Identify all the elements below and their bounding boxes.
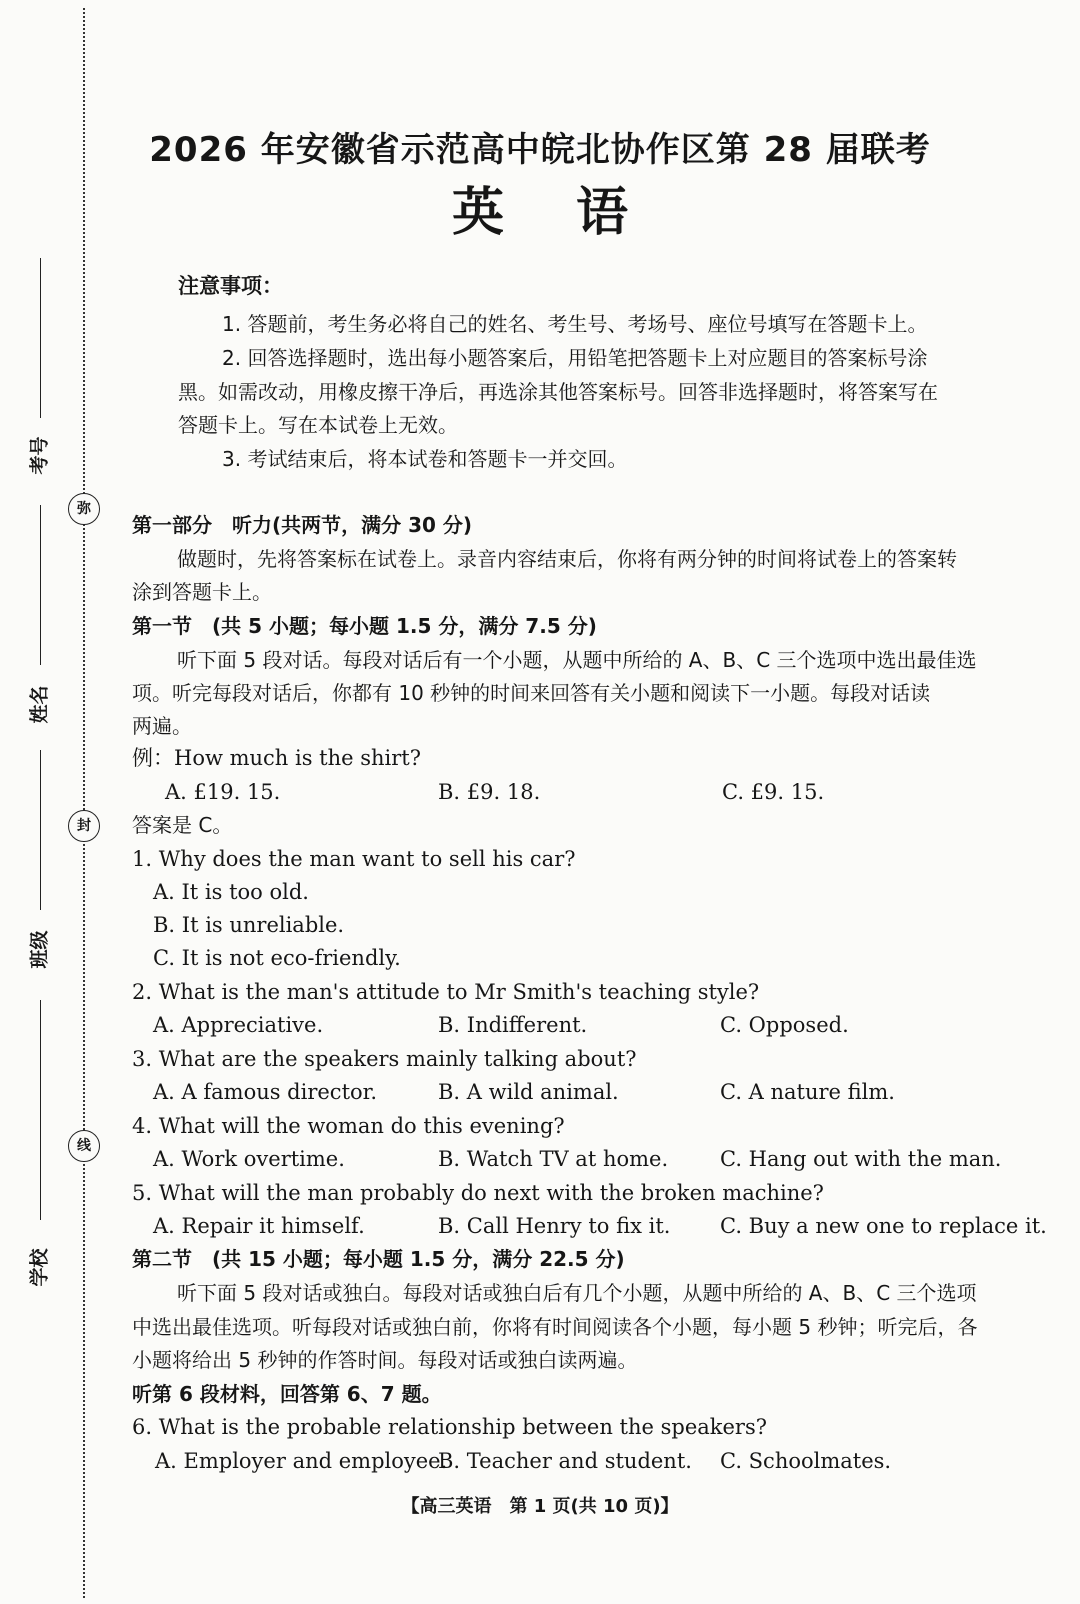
part1-heading: 第一部分 听力(共两节，满分 30 分)	[132, 513, 473, 537]
material-instruction: 听第 6 段材料，回答第 6、7 题。	[132, 1382, 442, 1406]
seal-mark-xian: 线	[68, 1130, 100, 1162]
example-option-c: C. £9. 15.	[722, 780, 825, 804]
exam-number-blank[interactable]	[40, 258, 41, 418]
option-c: C. Buy a new one to replace it.	[720, 1214, 1047, 1238]
seal-mark-mi: 弥	[68, 493, 100, 525]
class-blank[interactable]	[40, 750, 41, 910]
example-question: 例：How much is the shirt?	[132, 746, 421, 770]
option-a: A. A famous director.	[153, 1080, 378, 1104]
section1-heading: 第一节 (共 5 小题；每小题 1.5 分，满分 7.5 分)	[132, 614, 597, 638]
question-stem: 2. What is the man's attitude to Mr Smith's teaching style?	[132, 980, 760, 1004]
seal-mark-feng: 封	[68, 810, 100, 842]
notice-item: 黑。如需改动，用橡皮擦干净后，再选涂其他答案标号。回答非选择题时，将答案写在	[178, 380, 938, 404]
notice-item: 答题卡上。写在本试卷上无效。	[178, 413, 458, 437]
question-stem: 6. What is the probable relationship between the speakers?	[132, 1415, 768, 1439]
field-school	[6, 1000, 70, 1290]
page-footer: 【高三英语 第 1 页(共 10 页)】	[401, 1496, 679, 1517]
option-b: B. Call Henry to fix it.	[438, 1214, 671, 1238]
field-label: 班级	[28, 930, 51, 969]
question-stem: 4. What will the woman do this evening?	[132, 1114, 565, 1138]
notice-item: 1. 答题前，考生务必将自己的姓名、考生号、考场号、座位号填写在答题卡上。	[222, 312, 928, 336]
notice-item: 3. 考试结束后，将本试卷和答题卡一并交回。	[222, 447, 628, 471]
name-blank[interactable]	[40, 505, 41, 665]
section1-intro: 两遍。	[132, 714, 192, 738]
option-a: A. Appreciative.	[153, 1013, 324, 1037]
option-c: C. Schoolmates.	[720, 1449, 892, 1473]
field-label: 考号	[28, 436, 51, 475]
field-name	[6, 505, 70, 730]
question-stem: 1. Why does the man want to sell his car?	[132, 847, 576, 871]
option-c: C. It is not eco-friendly.	[153, 946, 401, 970]
section1-intro: 听下面 5 段对话。每段对话后有一个小题，从题中所给的 A、B、C 三个选项中选出最佳选	[177, 648, 977, 672]
section2-intro: 听下面 5 段对话或独白。每段对话或独白后有几个小题，从题中所给的 A、B、C 三个选项	[177, 1281, 977, 1305]
field-label: 姓名	[28, 685, 51, 724]
question-stem: 5. What will the man probably do next with the broken machine?	[132, 1181, 824, 1205]
option-a: A. Repair it himself.	[153, 1214, 365, 1238]
notice-heading: 注意事项：	[178, 274, 283, 298]
option-a: A. It is too old.	[153, 880, 309, 904]
option-a: A. Employer and employee.	[155, 1449, 448, 1473]
exam-title: 2026 年安徽省示范高中皖北协作区第 28 届联考	[149, 130, 931, 170]
option-b: B. Teacher and student.	[438, 1449, 692, 1473]
example-option-a: A. £19. 15.	[165, 780, 281, 804]
seal-line	[83, 8, 85, 1598]
part1-intro: 涂到答题卡上。	[132, 580, 272, 604]
option-b: B. Indifferent.	[438, 1013, 588, 1037]
option-c: C. Hang out with the man.	[720, 1147, 1002, 1171]
question-stem: 3. What are the speakers mainly talking about?	[132, 1047, 637, 1071]
subject-title: 英语	[451, 183, 700, 243]
option-c: C. Opposed.	[720, 1013, 849, 1037]
example-option-b: B. £9. 18.	[438, 780, 541, 804]
section2-heading: 第二节 (共 15 小题；每小题 1.5 分，满分 22.5 分)	[132, 1247, 625, 1271]
section2-intro: 小题将给出 5 秒钟的作答时间。每段对话或独白读两遍。	[132, 1348, 638, 1372]
school-blank[interactable]	[40, 1000, 41, 1220]
field-label: 学校	[28, 1248, 51, 1287]
example-answer: 答案是 C。	[132, 813, 233, 837]
part1-intro: 做题时，先将答案标在试卷上。录音内容结束后，你将有两分钟的时间将试卷上的答案转	[177, 547, 957, 571]
option-b: B. It is unreliable.	[153, 913, 345, 937]
notice-item: 2. 回答选择题时，选出每小题答案后，用铅笔把答题卡上对应题目的答案标号涂	[222, 346, 928, 370]
option-b: B. Watch TV at home.	[438, 1147, 669, 1171]
section2-intro: 中选出最佳选项。听每段对话或独白前，你将有时间阅读各个小题，每小题 5 秒钟；听完后，各	[132, 1315, 978, 1339]
field-class	[6, 750, 70, 975]
option-a: A. Work overtime.	[153, 1147, 345, 1171]
option-c: C. A nature film.	[720, 1080, 895, 1104]
section1-intro: 项。听完每段对话后，你都有 10 秒钟的时间来回答有关小题和阅读下一小题。每段对话读	[132, 681, 931, 705]
option-b: B. A wild animal.	[438, 1080, 619, 1104]
field-exam-number	[6, 258, 70, 480]
